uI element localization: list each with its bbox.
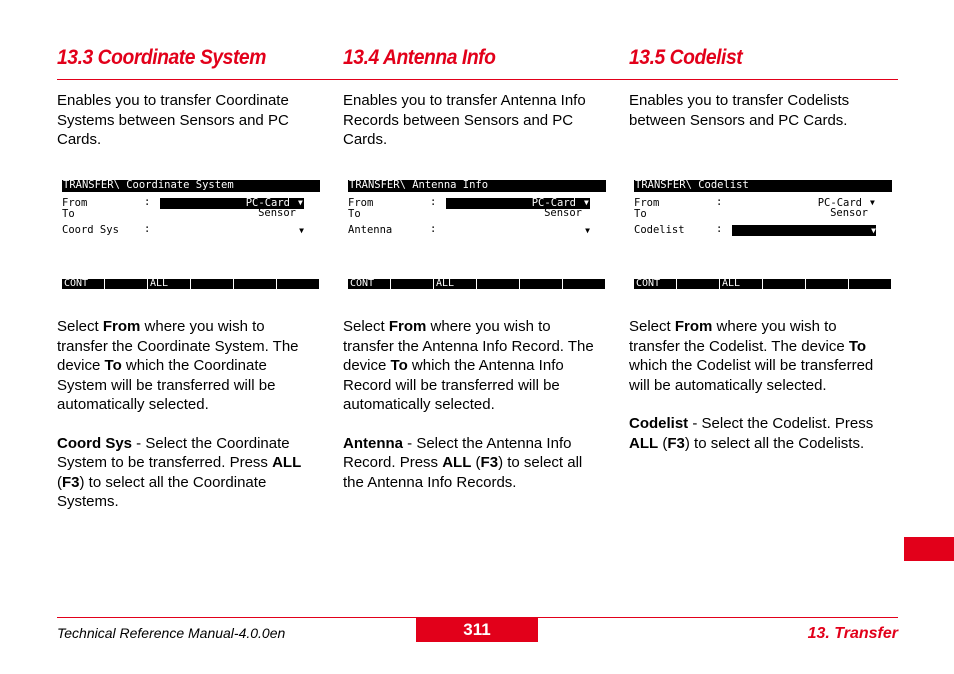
paragraph-from-to: Select From where you wish to transfer the Coordinate System. The device To which the Coordinate System will be transferred will be automatically selected. (57, 318, 299, 413)
screen-colon: : (430, 223, 437, 235)
section-heading: 13.5 Codelist (629, 46, 743, 69)
f1-key[interactable]: CONT (634, 279, 676, 289)
f4-key[interactable] (763, 279, 805, 289)
device-screen (634, 180, 892, 292)
to-value: Sensor (258, 207, 296, 219)
screen-to-label: To (62, 208, 75, 220)
screen-third-label: Antenna (348, 224, 393, 236)
f2-key[interactable] (677, 279, 719, 289)
screen-colon: : (716, 223, 723, 235)
device-screen (62, 180, 320, 292)
screen-to-label: To (634, 208, 647, 220)
screen-colon: : (430, 196, 437, 208)
screen-third-label: Codelist (634, 224, 685, 236)
section-body (629, 317, 891, 472)
screen-colon: : (716, 196, 723, 208)
section-intro: Enables you to transfer Coordinate Systems between Sensors and PC Cards. (57, 92, 289, 148)
screen-to-label: To (348, 208, 361, 220)
screen-colon: : (144, 223, 151, 235)
to-value: Sensor (544, 207, 582, 219)
f4-key[interactable] (191, 279, 233, 289)
footer-manual-title: Technical Reference Manual-4.0.0en (57, 625, 286, 641)
screen-third-label: Coord Sys (62, 224, 119, 236)
dropdown-arrow-icon[interactable]: ▼ (584, 198, 589, 207)
screen-title: TRANSFER\ Antenna Info (348, 180, 606, 192)
screen-title: TRANSFER\ Codelist (634, 180, 892, 192)
screen-from-label: From (62, 197, 88, 209)
f2-key[interactable] (391, 279, 433, 289)
section-heading: 13.4 Antenna Info (343, 46, 496, 69)
f6-key[interactable] (277, 279, 319, 289)
f2-key[interactable] (105, 279, 147, 289)
dropdown-arrow-icon[interactable]: ▼ (870, 198, 875, 207)
third-select[interactable] (732, 225, 876, 236)
dropdown-arrow-icon: ▼ (585, 226, 590, 235)
f3-key[interactable]: ALL (720, 279, 762, 289)
third-select[interactable] (160, 225, 304, 236)
screen-title: TRANSFER\ Coordinate System (62, 180, 320, 192)
from-select-value: PC-Card (817, 197, 862, 209)
screen-colon: : (144, 196, 151, 208)
page-number: 311 (416, 618, 538, 642)
from-select-value: PC-Card (531, 197, 576, 209)
to-value: Sensor (830, 207, 868, 219)
from-select-value: PC-Card (245, 197, 290, 209)
dropdown-arrow-icon: ▼ (299, 226, 304, 235)
paragraph-from-to: Select From where you wish to transfer the Antenna Info Record. The device To which the Antenna Info Record will be transferred will be automatically selected. (343, 318, 594, 413)
f5-key[interactable] (806, 279, 848, 289)
f6-key[interactable] (849, 279, 891, 289)
footer-chapter: 13. Transfer (807, 625, 898, 642)
function-keys (634, 279, 892, 289)
screen-from-label: From (634, 197, 660, 209)
function-keys (62, 279, 320, 289)
section-heading: 13.3 Coordinate System (57, 46, 266, 69)
paragraph-select: Codelist - Select the Codelist. Press ALL (F3) to select all the Codelists. (629, 415, 874, 452)
section-intro: Enables you to transfer Antenna Info Records between Sensors and PC Cards. (343, 92, 586, 148)
f3-key[interactable]: ALL (148, 279, 190, 289)
third-select[interactable] (446, 225, 590, 236)
paragraph-select: Antenna - Select the Antenna Info Record. Press ALL (F3) to select all the Antenna Info Records. (343, 434, 583, 491)
paragraph-select: Coord Sys - Select the Coordinate System to be transferred. Press ALL (F3) to select all the Coordinate Systems. (57, 434, 302, 510)
f3-key[interactable]: ALL (434, 279, 476, 289)
paragraph-from-to: Select From where you wish to transfer the Codelist. The device To which the Codelist will be transferred will be automatically selected. (629, 318, 874, 394)
f6-key[interactable] (563, 279, 605, 289)
f1-key[interactable]: CONT (348, 279, 390, 289)
device-screen (348, 180, 606, 292)
f5-key[interactable] (234, 279, 276, 289)
section-body (343, 317, 605, 511)
dropdown-arrow-icon[interactable]: ▼ (298, 198, 303, 207)
screen-from-label: From (348, 197, 374, 209)
f5-key[interactable] (520, 279, 562, 289)
f1-key[interactable]: CONT (62, 279, 104, 289)
section-body (57, 317, 319, 531)
dropdown-arrow-icon: ▼ (871, 226, 876, 235)
header-rule (57, 79, 898, 80)
function-keys (348, 279, 606, 289)
section-intro: Enables you to transfer Codelists between Sensors and PC Cards. (629, 92, 850, 129)
f4-key[interactable] (477, 279, 519, 289)
chapter-tab-marker (904, 537, 954, 561)
